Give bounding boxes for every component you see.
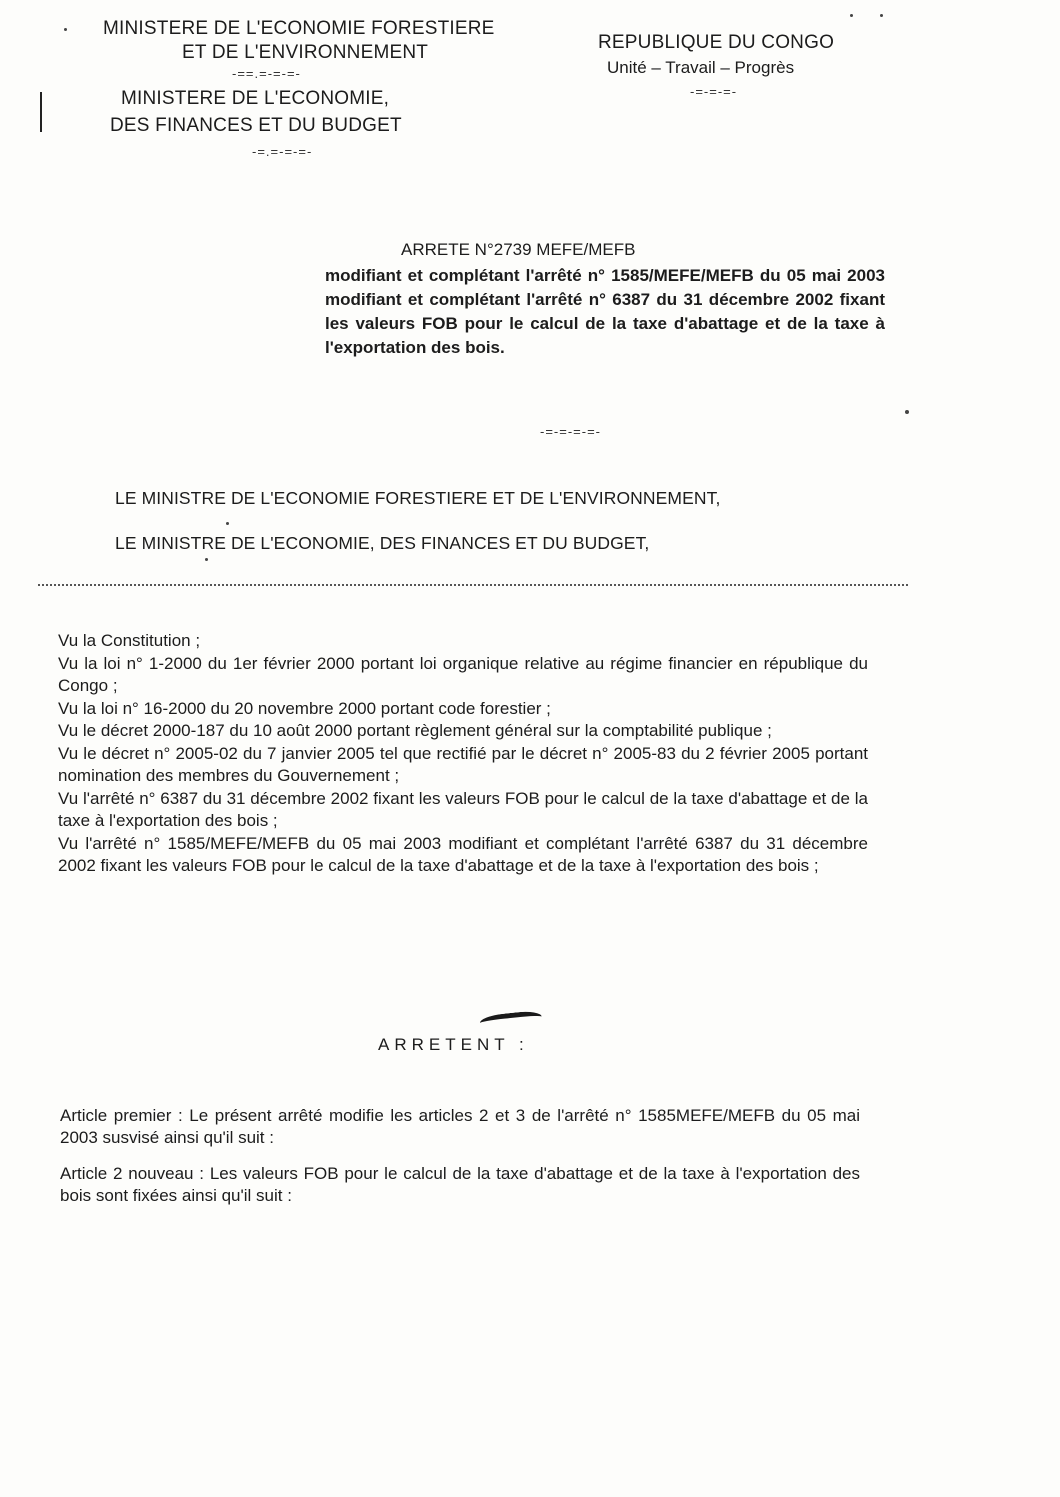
margin-mark <box>40 92 42 132</box>
scan-speck <box>905 410 909 414</box>
articles-block <box>60 1105 860 1221</box>
minister-finance: LE MINISTRE DE L'ECONOMIE, DES FINANCES ET DU BUDGET, <box>115 533 650 553</box>
decree-subject: modifiant et complétant l'arrêté n° 1585/MEFE/MEFB du 05 mai 2003 modifiant et complétant l'arrêté n° 6387 du 31 décembre 2002 fixant les valeurs FOB pour le calcul de la taxe d'abattage et de la taxe à l'exportation des bois. <box>325 266 885 357</box>
header-right-separator: -=-=-=- <box>690 84 738 99</box>
scan-speck <box>880 14 883 17</box>
visa-item: Vu le décret 2000-187 du 10 août 2000 portant règlement général sur la comptabilité publique ; <box>58 721 772 740</box>
decree-number: ARRETE N°2739 MEFE/MEFB <box>401 240 636 259</box>
header-left-separator-1: -==.=-=-=- <box>232 66 301 81</box>
arretent-heading: ARRETENT : <box>378 1035 529 1054</box>
visa-item: Vu le décret n° 2005-02 du 7 janvier 2005 tel que rectifié par le décret n° 2005-83 du 2 février 2005 portant nomination des membres du Gouvernement ; <box>58 743 868 785</box>
article-2-nouveau: Article 2 nouveau : Les valeurs FOB pour le calcul de la taxe d'abattage et de la taxe à l'exportation des bois sont fixées ainsi qu'il suit : <box>60 1164 860 1205</box>
decree-separator: -=-=-=-=- <box>540 424 602 439</box>
visa-item: Vu l'arrêté n° 6387 du 31 décembre 2002 fixant les valeurs FOB pour le calcul de la taxe d'abattage et de la taxe à l'exportation des bois ; <box>58 788 868 830</box>
header-left-separator-2: -=.=-=-=- <box>252 144 313 159</box>
scan-speck <box>850 14 853 17</box>
scan-speck <box>64 28 67 31</box>
visa-item: Vu l'arrêté n° 1585/MEFE/MEFB du 05 mai 2003 modifiant et complétant l'arrêté 6387 du 31 décembre 2002 fixant les valeurs FOB pour le calcul de la taxe d'abattage et de la taxe à l'exportation des bois ; <box>58 833 868 875</box>
country-motto: Unité – Travail – Progrès <box>607 58 795 77</box>
scan-speck <box>205 558 208 561</box>
ministry-forestry-line1: MINISTERE DE L'ECONOMIE FORESTIERE <box>103 18 495 39</box>
dotted-divider <box>38 584 908 586</box>
article-premier: Article premier : Le présent arrêté modifie les articles 2 et 3 de l'arrêté n° 1585MEFE/MEFB du 05 mai 2003 susvisé ainsi qu'il suit : <box>60 1106 860 1147</box>
ink-stroke <box>479 1010 542 1033</box>
visa-item: Vu la loi n° 1-2000 du 1er février 2000 portant loi organique relative au régime financier en république du Congo ; <box>58 653 868 695</box>
ministry-forestry-line2: ET DE L'ENVIRONNEMENT <box>182 42 429 63</box>
ministry-finance-line1: MINISTERE DE L'ECONOMIE, <box>121 88 390 109</box>
visa-item: Vu la Constitution ; <box>58 631 201 650</box>
ministry-finance-line2: DES FINANCES ET DU BUDGET <box>110 115 402 136</box>
visas-list <box>58 630 868 878</box>
visa-item: Vu la loi n° 16-2000 du 20 novembre 2000 portant code forestier ; <box>58 698 551 718</box>
minister-forestry: LE MINISTRE DE L'ECONOMIE FORESTIERE ET DE L'ENVIRONNEMENT, <box>115 488 721 508</box>
country-name: REPUBLIQUE DU CONGO <box>598 32 835 53</box>
scan-speck <box>226 522 229 525</box>
